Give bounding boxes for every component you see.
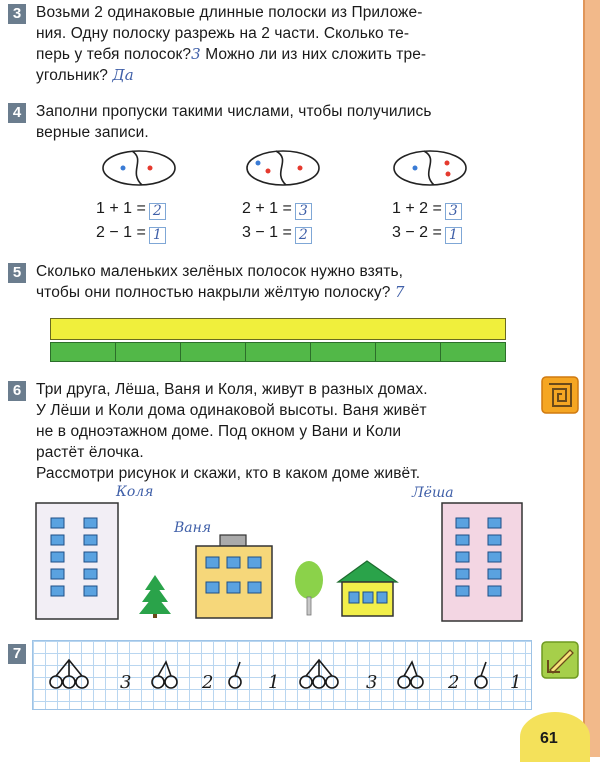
task6-line-4: растёт ёлочка. [36, 444, 144, 461]
task3-line-1: Возьми 2 одинаковые длинные полоски из Приложе- [36, 4, 423, 21]
task5-number: 5 [8, 263, 26, 283]
task6-line-5: Рассмотри рисунок и скажи, кто в каком доме живёт. [36, 465, 421, 482]
task4-eq-1b: 2 − 1 = 1 [96, 224, 166, 244]
two-circles-fan [398, 662, 423, 688]
task5-line-1: Сколько маленьких зелёных полосок нужно взять, [36, 263, 404, 280]
answer-box: 3 [295, 203, 312, 220]
task7-number: 7 [8, 644, 26, 664]
answer-box: 1 [149, 227, 166, 244]
task4-eq-3a: 1 + 2 = 3 [392, 200, 462, 220]
three-circles-fan [50, 660, 88, 688]
task7-digit-5: 2 [448, 672, 460, 693]
task5-answer: 7 [394, 283, 405, 301]
label-vanya: Ваня [174, 520, 212, 536]
task4-eq-3b: 3 − 2 = 1 [392, 224, 462, 244]
one-circle-stick [475, 662, 487, 688]
task7-digit-6: 1 [510, 672, 522, 693]
task6-line-1: Три друга, Лёша, Ваня и Коля, живут в разных домах. [36, 381, 428, 398]
task3-answer-count: 3 [191, 45, 201, 63]
task4-eq-1a: 1 + 1 = 2 [96, 200, 166, 220]
task3-line-3: перь у тебя полосок? [36, 46, 192, 63]
task4-line-1: Заполни пропуски такими числами, чтобы получились [36, 103, 432, 120]
task5-line-2: чтобы они полностью накрыли жёлтую полоску? [36, 284, 391, 301]
answer-box: 2 [295, 227, 312, 244]
task4-line-2: верные записи. [36, 124, 149, 141]
task6-line-3: не в одноэтажном доме. Под окном у Вани и Коли [36, 423, 402, 440]
task3-answer-yesno: Да [112, 66, 134, 84]
answer-box: 1 [445, 227, 462, 244]
task3-number: 3 [8, 4, 26, 24]
task6-line-2: У Лёши и Коли дома одинаковой высоты. Ваня живёт [36, 402, 427, 419]
task4-eq-2a: 2 + 1 = 3 [242, 200, 312, 220]
task4-number: 4 [8, 103, 26, 123]
task7-digit-3: 1 [268, 672, 280, 693]
answer-box: 2 [149, 203, 166, 220]
task3-line-4: Можно ли из них сложить тре- [205, 46, 427, 63]
page-number: 61 [540, 730, 558, 747]
answer-box: 3 [445, 203, 462, 220]
task4-eq-2b: 3 − 1 = 2 [242, 224, 312, 244]
task3-line-5: угольник? [36, 67, 108, 84]
label-lesha: Лёша [412, 485, 454, 501]
label-kolya: Коля [116, 484, 154, 500]
task6-number: 6 [8, 381, 26, 401]
task7-digit-1: 3 [120, 672, 132, 693]
task3-line-2: ния. Одну полоску разрежь на 2 части. Сколько те- [36, 25, 410, 42]
task7-digit-4: 3 [366, 672, 378, 693]
three-circles-fan [300, 660, 338, 688]
task7-digit-2: 2 [202, 672, 214, 693]
one-circle-stick [229, 662, 241, 688]
two-circles-fan [152, 662, 177, 688]
